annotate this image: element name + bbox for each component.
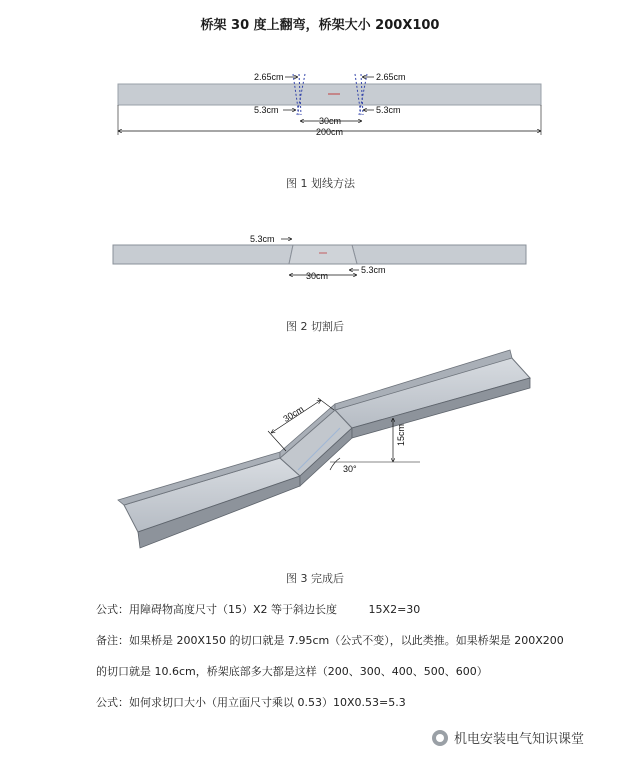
label-cut-left-2: 5.3cm [250, 234, 275, 244]
label-middle-30: 30cm [319, 116, 342, 126]
watermark-text: 机电安装电气知识课堂 [454, 732, 585, 747]
formula-2: 公式：如何求切口大小（用立面尺寸乘以 0.53）10X0.53=5.3 [96, 696, 406, 709]
label-angle-30: 30° [343, 464, 357, 474]
figure2-cut-diagram [113, 234, 526, 281]
ext-slope-b [318, 398, 334, 410]
label-slope-30: 30cm [281, 403, 306, 424]
formula-1 [96, 601, 420, 617]
ext-slope-a [268, 431, 286, 451]
page-title: 桥架 30 度上翻弯，桥架大小 200X100 [200, 18, 440, 33]
label-height-15: 15cm [396, 423, 406, 446]
remark-line-1: 备注：如果桥是 200X150 的切口就是 7.95cm（公式不变），以此类推。如果桥架是 200X200 [96, 634, 564, 647]
tray-strip-cut-left [113, 245, 293, 264]
label-cut-top-right: 2.65cm [376, 72, 406, 82]
angle-arc [330, 458, 340, 470]
figure2-caption: 图 2 切割后 [286, 320, 344, 333]
label-cut-right-2: 5.3cm [361, 265, 386, 275]
formula-1-text: 公式：用障碍物高度尺寸（15）X2 等于斜边长度 [96, 603, 338, 616]
label-cut-bottom-left: 5.3cm [254, 105, 279, 115]
tray-strip-cut-middle [289, 245, 357, 264]
label-total-200: 200cm [316, 127, 344, 137]
wechat-logo-icon [432, 730, 448, 746]
figure3-caption: 图 3 完成后 [286, 572, 344, 585]
label-cut-top-left: 2.65cm [254, 72, 284, 82]
figure3-finished-tray [118, 350, 530, 548]
figure1-caption: 图 1 划线方法 [286, 177, 355, 190]
label-middle-30-2: 30cm [306, 271, 329, 281]
tray-strip-cut-right [352, 245, 526, 264]
formula-1-result: 15X2=30 [368, 603, 421, 616]
remark-line-2: 的切口就是 10.6cm，桥架底部多大都是这样（200、300、400、500、600） [96, 665, 488, 678]
watermark [432, 728, 584, 747]
figure1-marking-diagram [118, 72, 541, 137]
label-cut-bottom-right: 5.3cm [376, 105, 401, 115]
